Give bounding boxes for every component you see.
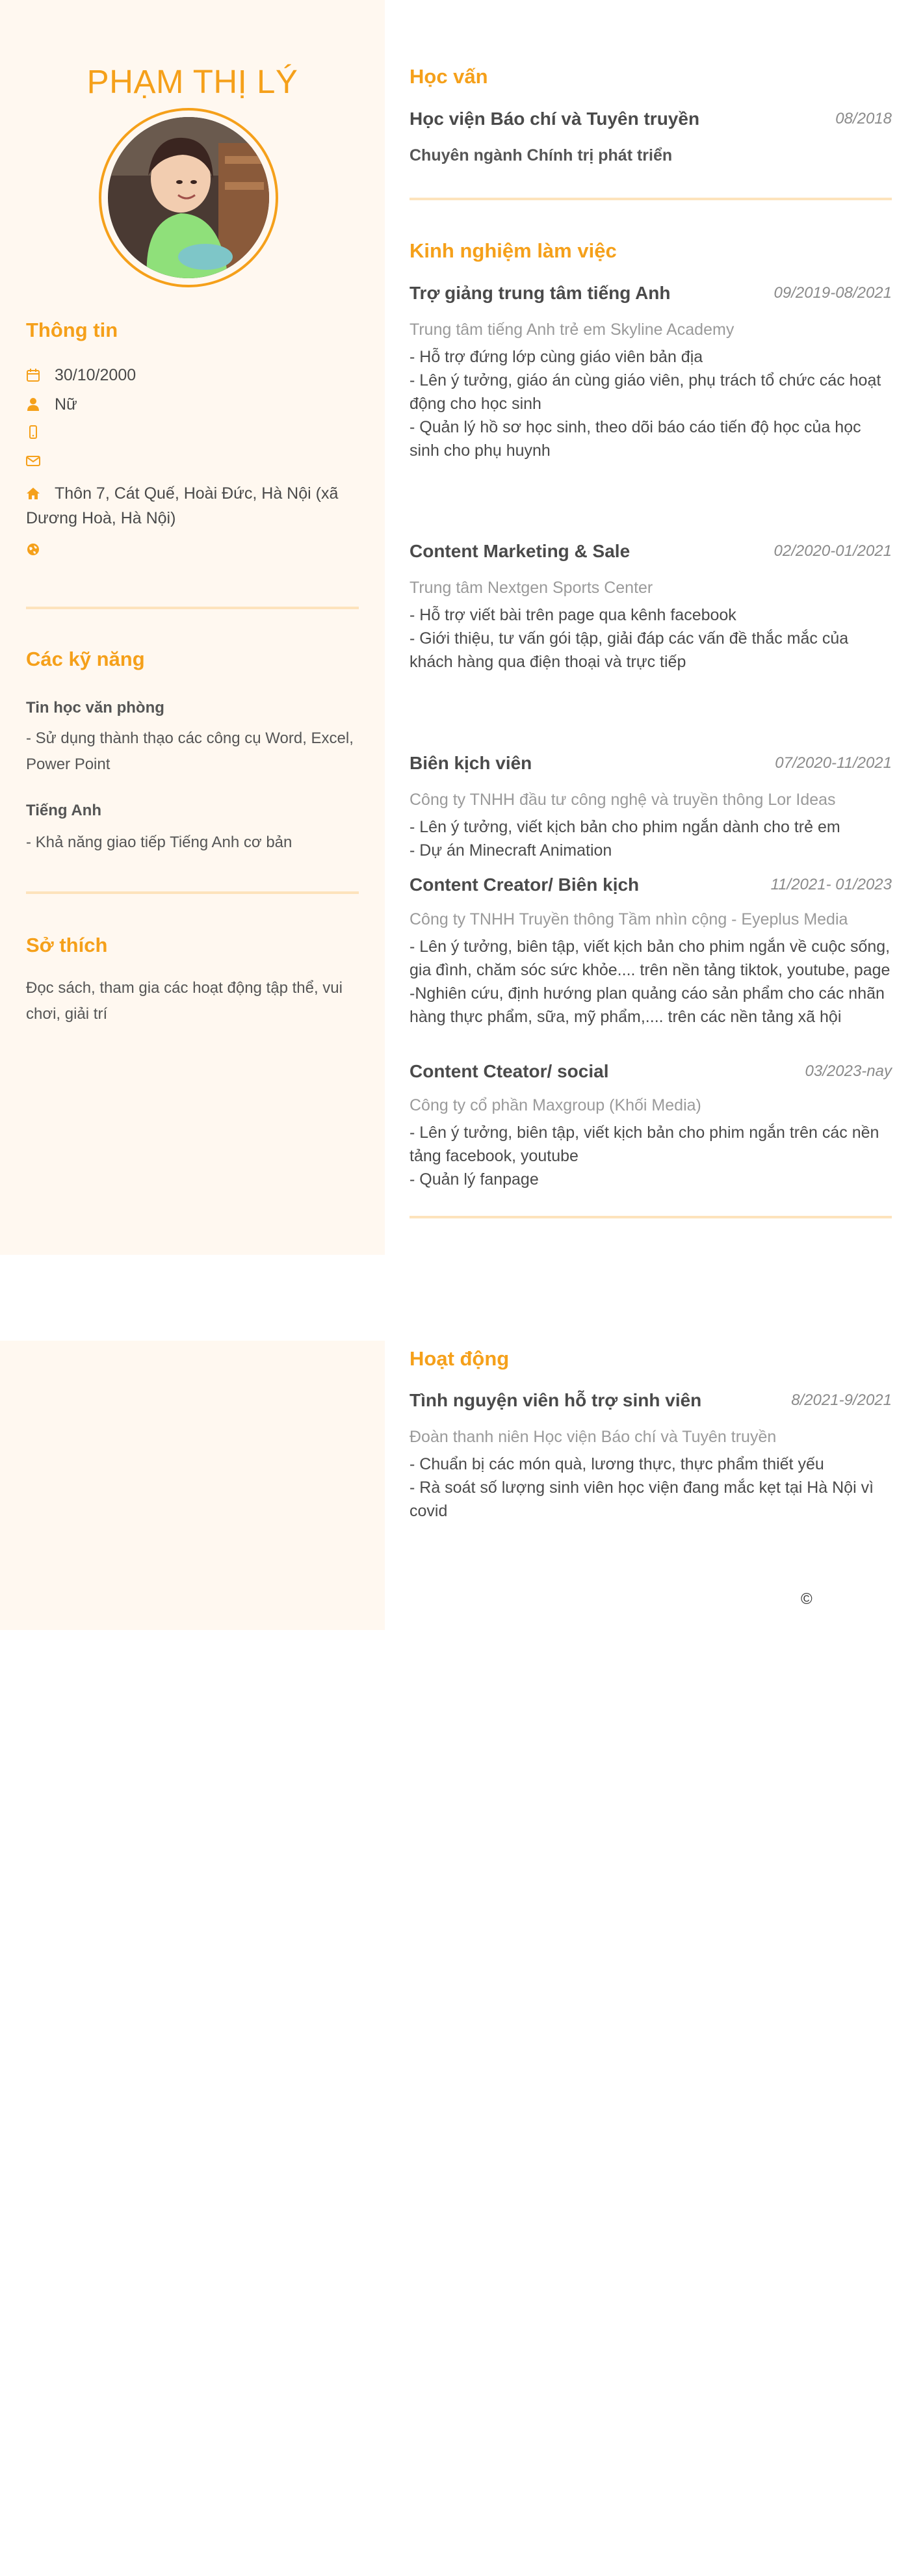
school-name: Học viện Báo chí và Tuyên truyền: [410, 109, 700, 129]
hobbies-text: Đọc sách, tham gia các hoạt động tập thể, vui chơi, giải trí: [26, 979, 343, 1023]
candidate-name: PHẠM THỊ LÝ: [86, 63, 298, 100]
skill-name: Tiếng Anh: [26, 802, 101, 819]
job-description: [410, 1121, 892, 1191]
job-title: Content Cteator/ social: [410, 1061, 609, 1081]
calendar-icon: [26, 368, 40, 382]
job-description: [410, 603, 892, 674]
info-phone: [26, 420, 359, 445]
activity-date: 8/2021-9/2021: [791, 1391, 892, 1409]
activity-description: [410, 1452, 892, 1523]
job-date: 03/2023-nay: [805, 1062, 892, 1080]
job-description: [410, 935, 892, 1029]
skill-name: Tin học văn phòng: [26, 699, 164, 716]
activity-description-line: - Chuẩn bị các món quà, lương thực, thực phẩm thiết yếu: [410, 1455, 824, 1473]
job-date: 09/2019-08/2021: [774, 284, 892, 302]
job-date: 11/2021- 01/2023: [770, 876, 892, 893]
dob-text: 30/10/2000: [55, 366, 136, 384]
info-website: [26, 537, 359, 562]
envelope-icon: [26, 454, 40, 468]
job-title: Content Creator/ Biên kịch: [410, 874, 640, 895]
job-description-line: - Lên ý tưởng, viết kịch bản cho phim ngắn dành cho trẻ em: [410, 818, 840, 836]
job-description: [410, 815, 892, 862]
user-icon: [26, 397, 40, 412]
job-description-line: - Dự án Minecraft Animation: [410, 841, 612, 860]
job-description-line: -Nghiên cứu, định hướng plan quảng cáo sản phẩm cho các nhãn hàng thực phẩm, sữa, mỹ phẩm,.... trên các nền tảng xã hội: [410, 984, 885, 1026]
job-date: 07/2020-11/2021: [775, 754, 892, 772]
activity-title: Tình nguyện viên hỗ trợ sinh viên: [410, 1390, 702, 1410]
avatar: [108, 117, 269, 278]
education-section-title: Học vấn: [410, 65, 488, 88]
activity-organization: Đoàn thanh niên Học viện Báo chí và Tuyên truyền: [410, 1428, 777, 1446]
info-email: [26, 449, 359, 473]
skills-section-title: Các kỹ năng: [26, 648, 145, 670]
home-icon: [26, 486, 40, 501]
job-description: [410, 345, 892, 462]
divider: [410, 198, 892, 200]
info-gender: [26, 392, 359, 417]
divider: [26, 607, 359, 609]
experience-section-title: Kinh nghiệm làm việc: [410, 239, 617, 262]
job-description-line: - Lên ý tưởng, giáo án cùng giáo viên, phụ trách tổ chức các hoạt động cho học sinh: [410, 371, 881, 413]
job-company: Công ty cổ phần Maxgroup (Khối Media): [410, 1096, 701, 1114]
skill-description: - Khả năng giao tiếp Tiếng Anh cơ bản: [26, 834, 292, 851]
info-dob: [26, 363, 359, 388]
info-address: [26, 481, 359, 531]
job-description-line: - Lên ý tưởng, biên tập, viết kịch bản cho phim ngắn về cuộc sống, gia đình, chăm sóc sức khỏe.... trên nền tảng tiktok, youtube, page: [410, 938, 890, 979]
job-title: Trợ giảng trung tâm tiếng Anh: [410, 283, 671, 303]
job-description-line: - Giới thiệu, tư vấn gói tập, giải đáp các vấn đề thắc mắc của khách hàng qua điện thoại và trực tiếp: [410, 629, 849, 671]
education-major: Chuyên ngành Chính trị phát triển: [410, 146, 673, 164]
avatar-frame: [99, 108, 278, 287]
activities-section-title: Hoạt động: [410, 1347, 510, 1370]
job-description-line: - Hỗ trợ đứng lớp cùng giáo viên bản địa: [410, 348, 703, 366]
info-section-title: Thông tin: [26, 319, 118, 341]
divider: [26, 891, 359, 894]
education-date: 08/2018: [835, 110, 892, 127]
skill-description: - Sử dụng thành thạo các công cụ Word, Excel, Power Point: [26, 729, 354, 773]
gender-text: Nữ: [55, 395, 77, 414]
job-title: Biên kịch viên: [410, 753, 532, 773]
job-date: 02/2020-01/2021: [774, 542, 892, 560]
job-title: Content Marketing & Sale: [410, 541, 630, 561]
job-description-line: - Quản lý hồ sơ học sinh, theo dõi báo cáo tiến độ học của học sinh cho phụ huynh: [410, 418, 861, 460]
sidebar-background-page-2: [0, 1341, 385, 1630]
globe-icon: [26, 542, 40, 557]
address-text: Thôn 7, Cát Quế, Hoài Đức, Hà Nội (xã Dương Hoà, Hà Nội): [26, 484, 339, 527]
job-company: Trung tâm tiếng Anh trẻ em Skyline Academy: [410, 321, 734, 339]
job-company: Công ty TNHH đầu tư công nghệ và truyền thông Lor Ideas: [410, 791, 836, 809]
job-company: Công ty TNHH Truyền thông Tầm nhìn cộng - Eyeplus Media: [410, 910, 848, 928]
job-company: Trung tâm Nextgen Sports Center: [410, 579, 653, 597]
job-description-line: - Quản lý fanpage: [410, 1170, 539, 1189]
job-description-line: - Hỗ trợ viết bài trên page qua kênh facebook: [410, 606, 736, 624]
copyright: ©: [801, 1590, 812, 1608]
activity-description-line: - Rà soát số lượng sinh viên học viện đang mắc kẹt tại Hà Nội vì covid: [410, 1479, 874, 1520]
avatar-photo: [108, 117, 269, 278]
mobile-phone-icon: [26, 425, 40, 440]
job-description-line: - Lên ý tưởng, biên tập, viết kịch bản cho phim ngắn trên các nền tảng facebook, youtube: [410, 1124, 879, 1165]
divider: [410, 1216, 892, 1218]
hobbies-section-title: Sở thích: [26, 934, 108, 956]
